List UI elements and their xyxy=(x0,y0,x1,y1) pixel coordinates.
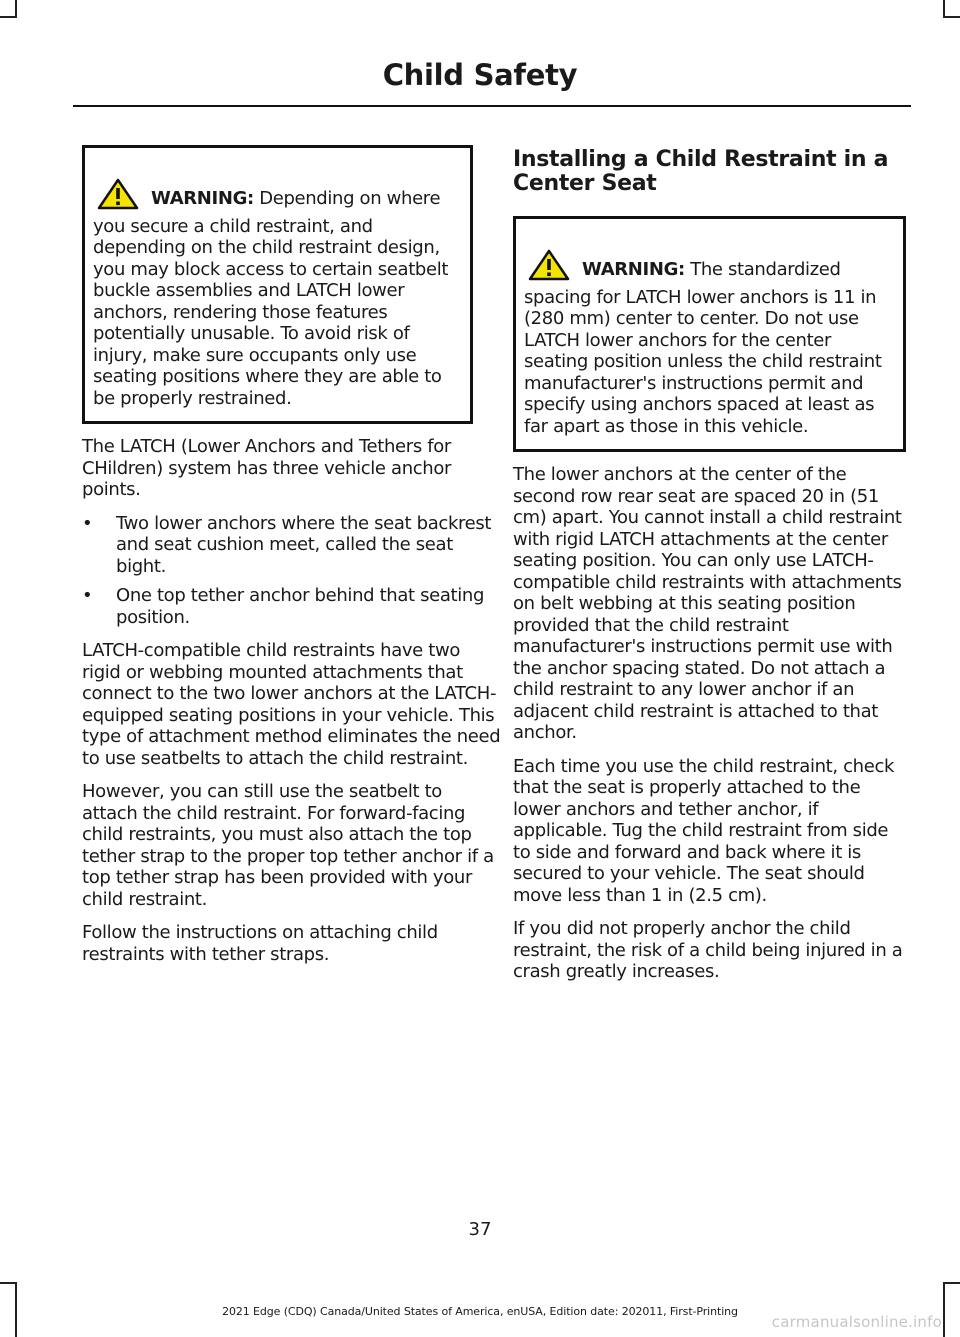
bullet-marker: • xyxy=(82,585,93,606)
watermark: carmanualsonline.info xyxy=(771,1313,942,1331)
intro-paragraph: The LATCH (Lower Anchors and Tethers for CHildren) system has three vehicle anchor points. xyxy=(82,436,452,500)
warning-triangle-icon xyxy=(97,178,143,216)
list-item xyxy=(82,513,502,578)
crop-mark xyxy=(0,16,17,18)
warning-box xyxy=(513,216,906,452)
header-divider xyxy=(73,105,911,107)
body-paragraph: If you did not properly anchor the child restraint, the risk of a child being injured in a crash greatly increases. xyxy=(513,918,903,982)
body-paragraph: Follow the instructions on attaching child restraints with tether straps. xyxy=(82,922,438,965)
list-item-text: One top tether anchor behind that seating position. xyxy=(116,585,485,628)
body-paragraph: The lower anchors at the center of the second row rear seat are spaced 20 in (51 cm) apart. You cannot install a child restraint with rigid LATCH attachments at the center seating position. You can only use LATCH-compatible child restraints with attachments on belt webbing at this seating position provided that the child restraint manufacturer's instructions permit use with the anchor spacing stated. Do not attach a child restraint to any lower anchor if an adjacent child restraint is attached to that anchor. xyxy=(513,464,902,743)
warning-label: WARNING: xyxy=(151,188,254,209)
page-number: 37 xyxy=(468,1219,492,1240)
crop-mark xyxy=(943,16,960,18)
crop-mark xyxy=(943,1282,960,1284)
edition-footer: 2021 Edge (CDQ) Canada/United States of America, enUSA, Edition date: 202011, First-Printing xyxy=(222,1305,738,1318)
body-paragraph: Each time you use the child restraint, check that the seat is properly attached to the lower anchors and tether anchor, if applicable. Tug the child restraint from side to side and forward and back where it is secured to your vehicle. The seat should move less than 1 in (2.5 cm). xyxy=(513,755,895,906)
warning-text: Depending on where you secure a child restraint, and depending on the child restraint design, you may block access to certain seatbelt buckle assemblies and LATCH lower anchors, rendering those features potentially unusable. To avoid risk of injury, make sure occupants only use seating positions where they are able to be properly restrained. xyxy=(93,188,449,409)
section-heading: Installing a Child Restraint in a Center Seat xyxy=(513,147,889,196)
anchor-list xyxy=(82,513,502,629)
warning-label: WARNING: xyxy=(582,259,685,280)
left-column xyxy=(82,145,502,977)
warning-text: The standardized spacing for LATCH lower anchors is 11 in (280 mm) center to center. Do not use LATCH lower anchors for the center seating position unless the child restraint manufacturer's instructions permit and specify using anchors spaced at least as far apart as those in this vehicle. xyxy=(524,259,882,437)
right-column xyxy=(513,145,909,995)
bullet-marker: • xyxy=(82,512,93,534)
crop-mark xyxy=(0,1282,17,1284)
page-title: Child Safety xyxy=(382,58,578,92)
warning-box xyxy=(82,145,473,424)
list-item xyxy=(82,585,502,628)
warning-triangle-icon xyxy=(528,249,574,287)
body-paragraph: LATCH-compatible child restraints have two rigid or webbing mounted attachments that connect to the two lower anchors at the LATCH-equipped seating positions in your vehicle. This type of attachment method eliminates the need to use seatbelts to attach the child restraint. xyxy=(82,640,501,769)
list-item-text: Two lower anchors where the seat backrest and seat cushion meet, called the seat bight. xyxy=(116,512,492,577)
body-paragraph: However, you can still use the seatbelt to attach the child restraint. For forward-facing child restraints, you must also attach the top tether strap to the proper top tether anchor if a top tether strap has been provided with your child restraint. xyxy=(82,781,494,910)
